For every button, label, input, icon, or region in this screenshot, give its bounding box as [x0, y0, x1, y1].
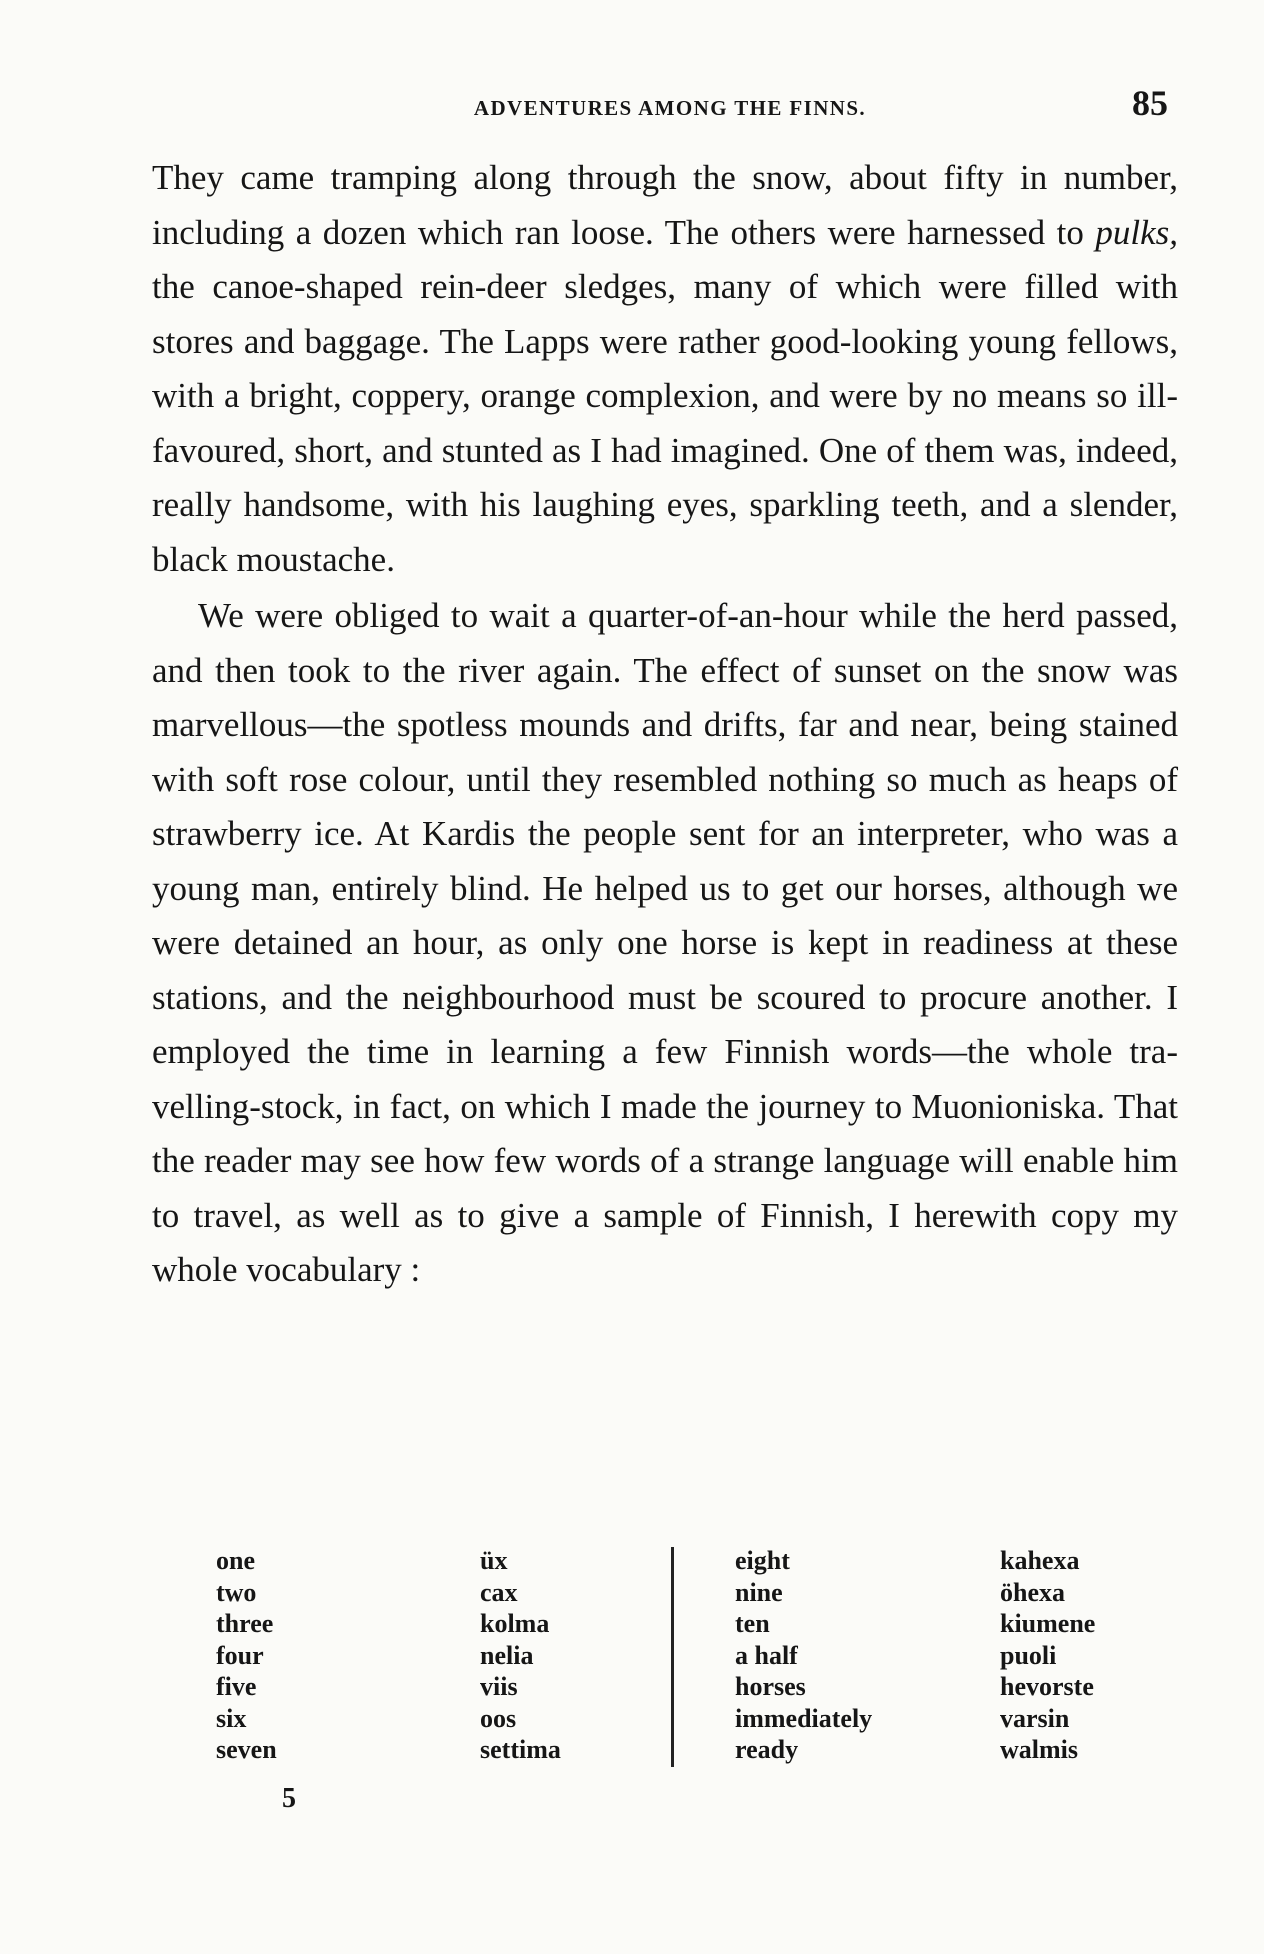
- vocab-word: ready: [735, 1735, 799, 1764]
- vocab-word: seven: [216, 1735, 277, 1764]
- vocab-word: hevorste: [1000, 1672, 1094, 1701]
- paragraph-2: We were obliged to wait a quarter-of-an-hour while the herd passed, and then took to the river again. The effect of sunset on the snow was marvellous—the spotless mounds and drifts, far and near, being stained with soft rose colour, until they resembled nothing so much as heaps of strawberry ice. At Kardis the people sent for an interpreter, who was a young man, entirely blind. He helped us to get our horses, although we were detained an hour, as only one horse is kept in readiness at these stations, and the neighbourhood must be scoured to procure another. I employed the time in learning a few Finnish words—the whole travelling-stock, in fact, on which I made the journey to Muonioniska. That the reader may see how few words of a strange language will enable him to travel, as well as to give a sample of Finnish, I herewith copy my whole vocabulary :: [152, 596, 1178, 1289]
- vocab-word: settima: [480, 1735, 561, 1764]
- vocab-word: one: [216, 1546, 255, 1575]
- page-number: 85: [1132, 83, 1168, 123]
- vocab-word: nine: [735, 1577, 783, 1607]
- vocab-word: four: [216, 1640, 264, 1670]
- paragraph-1: They came tramping along through the snow, about fifty in number, including a dozen which ran loose. The others were harnessed to pulks, the canoe-shaped rein-deer sledges, many of which were filled with stores and baggage. The Lapps were rather good-looking young fellows, with a bright, coppery, orange complexion, and were by no means so ill-favoured, short, and stunted as I had imagined. One of them was, indeed, really handsome, with his laughing eyes, sparkling teeth, and a slender, black moustache.: [152, 158, 1178, 579]
- vocab-word: walmis: [1000, 1735, 1078, 1764]
- vocab-word: üx: [480, 1546, 508, 1575]
- vocab-word: five: [216, 1672, 257, 1701]
- vocab-word: eight: [735, 1546, 790, 1575]
- vocab-col-finnish-1: [480, 1545, 561, 1766]
- body-text: [152, 151, 1178, 1298]
- vocab-word: puoli: [1000, 1640, 1057, 1670]
- vocab-word: two: [216, 1577, 257, 1607]
- running-head: ADVENTURES AMONG THE FINNS.: [473, 96, 867, 120]
- vocab-word: ten: [735, 1609, 770, 1638]
- vocab-divider: [671, 1547, 674, 1767]
- vocab-word: oos: [480, 1703, 517, 1733]
- vocab-word: varsin: [1000, 1703, 1070, 1733]
- vocab-col-finnish-2: [1000, 1545, 1095, 1766]
- vocab-word: viis: [480, 1672, 518, 1701]
- vocab-word: öhexa: [1000, 1577, 1065, 1607]
- vocab-word: cax: [480, 1577, 518, 1607]
- vocab-word: a half: [735, 1640, 798, 1670]
- vocab-word: horses: [735, 1672, 806, 1701]
- vocab-word: nelia: [480, 1640, 534, 1670]
- vocab-word: kiumene: [1000, 1609, 1096, 1638]
- vocab-col-english-1: [216, 1545, 277, 1766]
- page-header: [150, 82, 1190, 132]
- vocab-word: immediately: [735, 1703, 873, 1733]
- vocab-word: six: [216, 1703, 247, 1733]
- italic-term: pulks,: [1095, 212, 1178, 252]
- vocab-word: kolma: [480, 1609, 550, 1638]
- vocab-word: kahexa: [1000, 1546, 1080, 1575]
- signature-mark: 5: [282, 1783, 296, 1814]
- vocabulary-table: [150, 1545, 1190, 1785]
- vocab-col-english-2: [735, 1545, 872, 1766]
- vocab-word: three: [216, 1609, 274, 1638]
